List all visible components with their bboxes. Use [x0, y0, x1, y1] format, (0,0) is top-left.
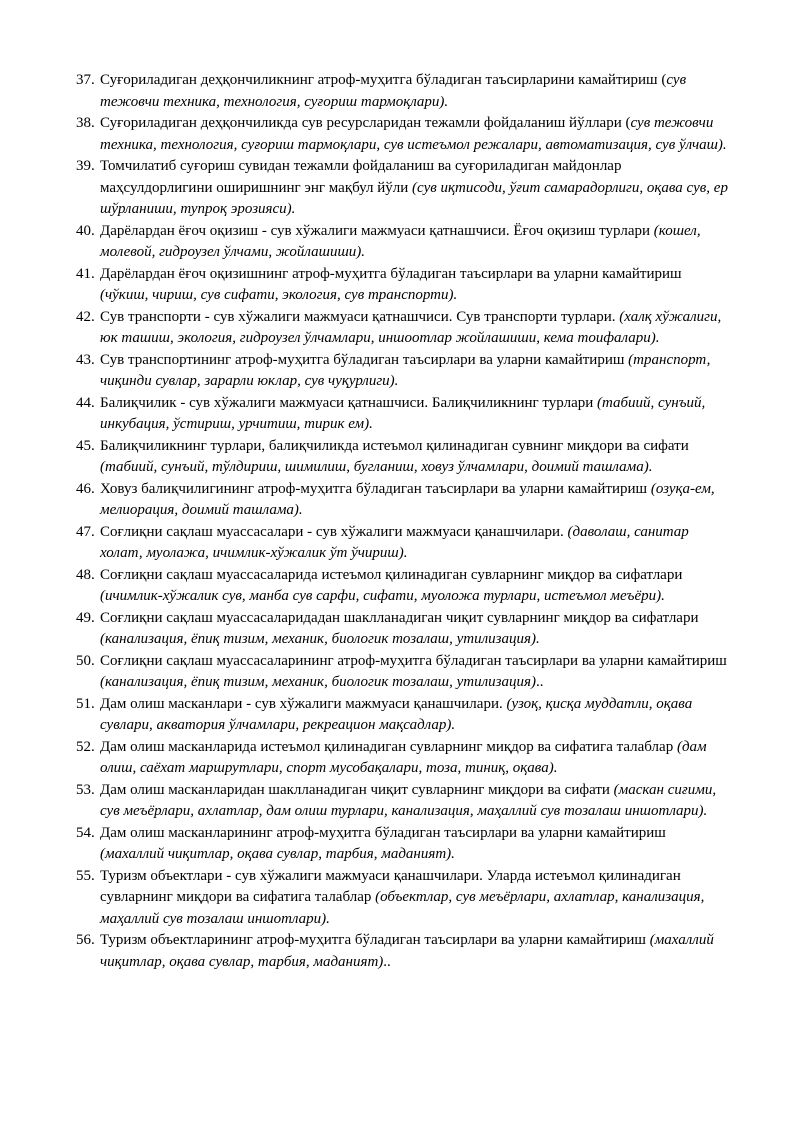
- item-number: 46.: [76, 480, 95, 497]
- item-text: Сув транспортининг атроф-муҳитга бўладиган таъсирлари ва уларни камайтириш: [100, 351, 629, 368]
- list-item: [0, 264, 730, 307]
- item-text: Соғлиқни сақлаш муассасаларидадан шаклланадиган чиқит сувларнинг миқдор ва сифатлари: [100, 609, 699, 626]
- list-item: [0, 436, 730, 479]
- item-keywords: (объектлар, сув меъёрлари, ахлатлар, канализация, маҳаллий сув тозалаш иншотлари).: [100, 889, 705, 927]
- list-item: [0, 565, 730, 608]
- item-keywords: (табиий, сунъий, тўлдириш, шимилиш, бугланиш, ховуз ўлчамлари, доимий ташлама).: [100, 459, 653, 475]
- list-item: [0, 930, 730, 973]
- item-keywords: (маскан сиғими, сув меъёрлари, ахлатлар, дам олиш турлари, канализация, маҳаллий сув тозалаш иншотлари).: [100, 781, 717, 819]
- list-item: [0, 522, 730, 565]
- item-number: 48.: [76, 566, 95, 583]
- item-text: Соғлиқни сақлаш муассасаларида истеъмол қилинадиган сувларнинг миқдор ва сифатлари: [100, 566, 683, 583]
- item-keywords: (дам олиш, саёхат маршрутлари, спорт мусобақалари, тоза, тиниқ, оқава).: [100, 738, 707, 776]
- list-item: [0, 393, 730, 436]
- item-keywords: (даволаш, санитар холат, муолажа, ичимлик-хўжалик ўт ўчириш).: [100, 523, 689, 561]
- item-tail: ..: [383, 953, 391, 970]
- item-text: Туризм объектлари - сув хўжалиги мажмуаси қанашчилари. Уларда истеъмол қилинадиган сувларнинг миқдори ва сифатига талаблар: [100, 867, 681, 905]
- list-item: [0, 221, 730, 264]
- item-text: Ховуз балиқчилигининг атроф-муҳитга бўладиган таъсирлари ва уларни камайтириш: [100, 480, 651, 497]
- item-number: 55.: [76, 867, 95, 884]
- item-text: Дам олиш масканларидан шаклланадиган чиқит сувларнинг миқдори ва сифати: [100, 781, 614, 798]
- item-number: 44.: [76, 394, 95, 411]
- item-text: Дарёлардан ёғоч оқизиш - сув хўжалиги мажмуаси қатнашчиси. Ёғоч оқизиш турлари: [100, 222, 654, 239]
- item-keywords: (канализация, ёпиқ тизим, механик, биологик тозалаш, утилизация): [100, 674, 536, 690]
- item-text: Дарёлардан ёғоч оқизишнинг атроф-муҳитга бўладиган таъсирлари ва уларни камайтириш: [100, 265, 682, 282]
- list-item: [0, 307, 730, 350]
- item-number: 54.: [76, 824, 95, 841]
- item-number: 47.: [76, 523, 95, 540]
- item-keywords: (халқ хўжалиги, юк ташиш, экология, гидроузел ўлчамлари, иншоотлар жойлашиши, кема тоифалари).: [100, 308, 722, 346]
- list-item: [0, 113, 730, 156]
- item-number: 39.: [76, 158, 95, 174]
- list-item: [0, 823, 730, 866]
- item-text: Дам олиш масканларида истеъмол қилинадиган сувларнинг миқдор ва сифатига талаблар: [100, 738, 677, 755]
- item-keywords: (узоқ, қисқа муддатли, оқава сувлари, акватория ўлчамлари, рекреацион мақсадлар).: [100, 695, 693, 733]
- item-tail: ..: [535, 674, 544, 690]
- item-text: Соғлиқни сақлаш муассасаларининг атроф-муҳитга бўладиган таъсирлари ва уларни камайтириш: [100, 652, 727, 669]
- list-item: [0, 350, 730, 393]
- item-text: Сув транспорти - сув хўжалиги мажмуаси қатнашчиси. Сув транспорти турлари.: [100, 308, 620, 325]
- item-number: 38.: [76, 115, 95, 131]
- item-number: 53.: [76, 781, 95, 798]
- list-item: [0, 70, 730, 113]
- item-keywords: (махаллий чиқитлар, оқава сувлар, тарбия, маданият).: [100, 846, 455, 862]
- list-item: [0, 780, 730, 823]
- item-number: 40.: [76, 222, 95, 239]
- list-item: [0, 737, 730, 780]
- item-text: Дам олиш масканларининг атроф-муҳитга бўладиган таъсирлари ва уларни камайтириш: [100, 824, 666, 841]
- item-keywords: (канализация, ёпиқ тизим, механик, биологик тозалаш, утилизация).: [100, 631, 540, 647]
- item-number: 49.: [76, 609, 95, 626]
- item-keywords: сув тежовчи техника, технология, суғориш тармоқлари, сув истеъмол режалари, автоматизация, сув ўлчаш).: [100, 115, 727, 153]
- item-number: 52.: [76, 738, 95, 755]
- item-text: Суғориладиган деҳқончиликнинг атроф-муҳитга бўладиган таъсирларини камайтириш (: [100, 72, 667, 88]
- item-text: Соғлиқни сақлаш муассасалари - сув хўжалиги мажмуаси қанашчилари.: [100, 523, 568, 540]
- item-keywords: (ичимлик-хўжалик сув, манба сув сарфи, сифати, муоложа турлари, истеъмол меъёри).: [100, 588, 665, 604]
- list-item: [0, 479, 730, 522]
- document-page: [0, 70, 800, 973]
- item-keywords: (сув иқтисоди, ўғит самарадорлиги, оқава сув, ер шўрланиши, тупроқ эрозияси).: [100, 179, 728, 217]
- list-item: [0, 608, 730, 651]
- item-text: Балиқчилик - сув хўжалиги мажмуаси қатнашчиси. Балиқчиликнинг турлари: [100, 394, 597, 411]
- item-keywords: (кошел, молевой, гидроузел ўлчами, жойлашиши).: [100, 222, 701, 260]
- item-number: 43.: [76, 351, 95, 368]
- item-text: Дам олиш масканлари - сув хўжалиги мажмуаси қанашчилари.: [100, 695, 507, 712]
- item-keywords: (табиий, сунъий, инкубация, ўстириш, урчитиш, тирик ем).: [100, 394, 706, 432]
- item-number: 50.: [76, 652, 95, 669]
- item-text: Суғориладиган деҳқончиликда сув ресурсларидан тежамли фойдаланиш йўллари (: [100, 115, 631, 131]
- list-item: [0, 694, 730, 737]
- item-number: 51.: [76, 695, 95, 712]
- item-number: 45.: [76, 437, 95, 454]
- item-number: 41.: [76, 265, 95, 282]
- item-keywords: (транспорт, чиқинди сувлар, зарарли юклар, сув чуқурлиги).: [100, 351, 711, 389]
- item-keywords: (махаллий чиқитлар, оқава сувлар, тарбия, маданият): [100, 932, 714, 970]
- item-text: Томчилатиб суғориш сувидан тежамли фойдаланиш ва суғориладиган майдонлар маҳсулдорлигини оширишнинг энг мақбул йўли: [100, 158, 622, 196]
- item-text: Балиқчиликнинг турлари, балиқчиликда истеъмол қилинадиган сувнинг миқдори ва сифати: [100, 437, 689, 454]
- list-item: [0, 156, 730, 221]
- item-text: Туризм объектларининг атроф-муҳитга бўладиган таъсирлари ва уларни камайтириш: [100, 932, 650, 948]
- item-keywords: (чўкиш, чириш, сув сифати, экология, сув транспорти).: [100, 287, 458, 303]
- item-keywords: (озуқа-ем, мелиорация, доимий ташлама).: [100, 480, 715, 518]
- item-keywords: сув тежовчи техника, технология, суғориш тармоқлари).: [100, 72, 687, 110]
- list-item: [0, 651, 730, 694]
- item-number: 56.: [76, 932, 95, 948]
- item-number: 42.: [76, 308, 95, 325]
- topic-list: [0, 70, 800, 973]
- item-number: 37.: [76, 72, 95, 88]
- list-item: [0, 866, 730, 931]
